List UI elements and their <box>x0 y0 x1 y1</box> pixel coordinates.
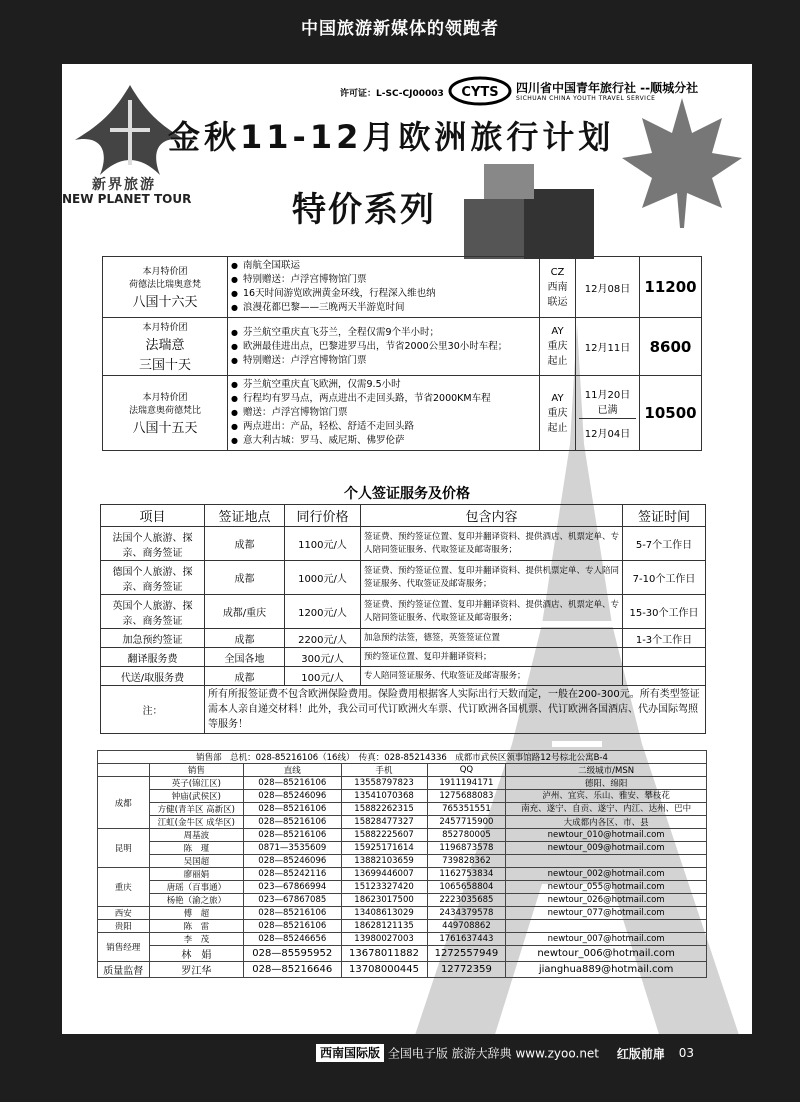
qq: 765351551 <box>427 803 506 816</box>
msn[interactable]: newtour_002@hotmail.com <box>506 868 707 881</box>
tour-points-cell <box>228 318 540 376</box>
visa-row[interactable] <box>101 527 706 561</box>
sales-name: 周基波 <box>149 829 243 842</box>
mobile: 13541070368 <box>341 790 427 803</box>
tour-name-cell <box>103 318 228 376</box>
airline-from: 重庆 <box>547 407 568 419</box>
visa-content: 签证费、预约签证位置、复印并翻译资料、提供机票定单、专人陪同签证服务、代取签证及邮寄服务； <box>361 561 623 595</box>
direct-line: 028—85242116 <box>244 868 341 881</box>
visa-price: 2200元/人 <box>285 629 361 648</box>
visa-content: 专人陪同签证服务、代取签证及邮寄服务； <box>361 667 623 686</box>
msn[interactable]: newtour_007@hotmail.com <box>506 933 707 946</box>
msn[interactable]: newtour_055@hotmail.com <box>506 881 707 894</box>
maple-leaf-illustration <box>622 98 742 228</box>
direct-line: 028—85216106 <box>244 777 341 790</box>
visa-note-text: 所有所报签证费不包含欧洲保险费用。保险费用根据客人实际出行天数而定，一般在200-300元。所有类型签证需本人亲自递交材料！此外，我公司可代订欧洲火车票、代订欧洲各国机票、代订欧洲各国酒店、代办国际驾照等服务！ <box>205 686 706 734</box>
msn[interactable]: newtour_006@hotmail.com <box>506 946 707 962</box>
qq: 1275688083 <box>427 790 506 803</box>
brand-english-name: NEW PLANET TOUR <box>62 192 192 206</box>
visa-item: 德国个人旅游、探亲、商务签证 <box>101 561 205 595</box>
visa-content: 加急预约法签，德签，英签签证位置 <box>361 629 623 648</box>
visa-price: 1000元/人 <box>285 561 361 595</box>
mobile: 15882225607 <box>341 829 427 842</box>
sales-name: 林 娟 <box>149 946 243 962</box>
region-label: 昆明 <box>98 829 150 868</box>
contact-row <box>98 829 707 842</box>
tour-table <box>102 256 702 451</box>
footer <box>316 1044 756 1064</box>
airline-from: 重庆 <box>547 341 568 352</box>
mobile: 15828477327 <box>341 816 427 829</box>
qq: 2457715900 <box>427 816 506 829</box>
tour-point: ● 南航全国联运 <box>231 259 536 273</box>
column-header: 二级城市/MSN <box>506 764 707 777</box>
tour-name: 三国十天 <box>138 358 191 373</box>
airline-type: 起止 <box>547 422 568 434</box>
sales-name: 罗江华 <box>149 962 243 978</box>
mobile: 13708000445 <box>341 962 427 978</box>
qq: 1162753834 <box>427 868 506 881</box>
visa-item: 代送/取服务费 <box>101 667 205 686</box>
visa-time: 1-3个工作日 <box>623 629 706 648</box>
tour-route: 法瑞意 <box>145 338 185 353</box>
tour-date: 12月08日 <box>576 257 640 318</box>
tour-date: 11月20日 <box>584 390 631 401</box>
direct-line: 028—85216106 <box>244 907 341 920</box>
column-header: 手机 <box>341 764 427 777</box>
airline-code: AY <box>551 326 564 337</box>
tour-tag: 本月特价团 <box>142 323 188 333</box>
column-header: 直线 <box>244 764 341 777</box>
visa-note-label: 注： <box>101 686 205 734</box>
tour-price: 8600 <box>640 318 702 376</box>
tour-point: ● 芬兰航空重庆直飞欧洲，仅需9.5小时 <box>231 378 536 392</box>
tour-point: ● 特别赠送：卢浮宫博物馆门票 <box>231 354 536 368</box>
direct-line: 023—67866994 <box>244 881 341 894</box>
column-header: 同行价格 <box>285 505 361 527</box>
msn: 南充、遂宁、自贡、遂宁、内江、达州、巴中 <box>506 803 707 816</box>
sales-name: 陈 雷 <box>149 920 243 933</box>
direct-line: 028—85216106 <box>244 829 341 842</box>
airline-type: 起止 <box>547 356 568 367</box>
direct-line: 028—85246656 <box>244 933 341 946</box>
qq: 2434379578 <box>427 907 506 920</box>
visa-note-row <box>101 686 706 734</box>
column-header: 项目 <box>101 505 205 527</box>
tour-row[interactable] <box>103 318 702 376</box>
contact-row <box>98 907 707 920</box>
visa-time <box>623 648 706 667</box>
tour-date: 12月11日 <box>576 318 640 376</box>
luggage-illustration <box>454 154 604 264</box>
airline-code: CZ <box>550 266 565 278</box>
visa-time: 5-7个工作日 <box>623 527 706 561</box>
tour-points-cell <box>228 257 540 318</box>
direct-line: 0871—3535609 <box>244 842 341 855</box>
region-label: 质量监督 <box>98 962 150 978</box>
visa-time: 7-10个工作日 <box>623 561 706 595</box>
contact-row <box>98 881 707 894</box>
sales-name: 英子(锦江区) <box>149 777 243 790</box>
visa-place: 全国各地 <box>205 648 285 667</box>
mobile: 13558797823 <box>341 777 427 790</box>
tour-airline-cell <box>540 318 576 376</box>
qq: 1272557949 <box>427 946 506 962</box>
tour-point: ● 16天时间游览欧洲黄金环线，行程深入维也纳 <box>231 287 536 301</box>
tour-row[interactable] <box>103 376 702 451</box>
tour-route: 荷德法比瑞奥意梵 <box>128 280 201 290</box>
cyts-logo-icon <box>448 76 512 106</box>
visa-content: 预约签证位置、复印并翻译资料； <box>361 648 623 667</box>
tour-name-cell <box>103 376 228 451</box>
sales-name: 傅 超 <box>149 907 243 920</box>
contact-header-row <box>98 764 707 777</box>
airline-code: AY <box>551 392 564 404</box>
visa-item: 法国个人旅游、探亲、商务签证 <box>101 527 205 561</box>
visa-row[interactable] <box>101 595 706 629</box>
tour-point: ● 浪漫花都巴黎——三晚两天半游览时间 <box>231 301 536 315</box>
mobile: 15123327420 <box>341 881 427 894</box>
visa-price: 300元/人 <box>285 648 361 667</box>
sales-name: 江虹(金牛区 成华区) <box>149 816 243 829</box>
mobile: 13408613029 <box>341 907 427 920</box>
msn[interactable]: newtour_026@hotmail.com <box>506 894 707 907</box>
contact-row <box>98 816 707 829</box>
sales-name: 唐瑶（百事通） <box>149 881 243 894</box>
qq: 1196873578 <box>427 842 506 855</box>
tour-airline-cell <box>540 376 576 451</box>
tour-tag: 本月特价团 <box>142 267 188 277</box>
section-label: 红版前扉 <box>616 1046 665 1061</box>
visa-price: 100元/人 <box>285 667 361 686</box>
visa-row[interactable] <box>101 629 706 648</box>
contact-row <box>98 842 707 855</box>
direct-line: 028—85595952 <box>244 946 341 962</box>
direct-line: 028—85216106 <box>244 920 341 933</box>
contact-row <box>98 962 707 978</box>
msn[interactable]: jianghua889@hotmail.com <box>506 962 707 978</box>
tour-name-cell <box>103 257 228 318</box>
msn: 大成都内各区、市、县 <box>506 816 707 829</box>
sales-dept-info: 销售部 总机：028-85216106（16线） 传真：028-85214336 成都市武侯区领事馆路12号棕北公寓B-4 <box>98 751 707 764</box>
direct-line: 028—85246096 <box>244 855 341 868</box>
brand-chinese-name: 新界旅游 <box>92 177 156 193</box>
visa-header-row <box>101 505 706 527</box>
visa-place: 成都 <box>205 629 285 648</box>
tour-route: 法瑞意奥荷德梵比 <box>128 406 201 416</box>
top-slogan: 中国旅游新媒体的领跑者 <box>301 19 499 39</box>
contact-row <box>98 790 707 803</box>
mobile: 15882262315 <box>341 803 427 816</box>
contact-row <box>98 920 707 933</box>
visa-content: 签证费、预约签证位置、复印并翻译资料、提供酒店、机票定单、专人陪同签证服务、代取签证及邮寄服务； <box>361 527 623 561</box>
sales-name: 杨艳（渝之旅） <box>149 894 243 907</box>
footer-text: 全国电子版 旅游大辞典 www.zyoo.net <box>387 1046 600 1061</box>
visa-time: 15-30个工作日 <box>623 595 706 629</box>
contact-row <box>98 777 707 790</box>
qq: 2223035685 <box>427 894 506 907</box>
region-label: 西安 <box>98 907 150 920</box>
tour-row[interactable] <box>103 257 702 318</box>
sales-name: 方健(青羊区 高新区) <box>149 803 243 816</box>
visa-place: 成都/重庆 <box>205 595 285 629</box>
direct-line: 023—67867085 <box>244 894 341 907</box>
tour-airline-cell <box>540 257 576 318</box>
tour-point: ● 芬兰航空重庆直飞芬兰，全程仅需9个半小时； <box>231 326 536 340</box>
license-number: 许可证：L-SC-CJ00003 <box>340 89 444 99</box>
mobile: 18623017500 <box>341 894 427 907</box>
page-number: 03 <box>678 1046 694 1060</box>
tour-point: ● 意大利古城：罗马、威尼斯、佛罗伦萨 <box>231 434 536 448</box>
qq: 1065658804 <box>427 881 506 894</box>
msn[interactable]: newtour_010@hotmail.com <box>506 829 707 842</box>
msn <box>506 920 707 933</box>
tour-price: 11200 <box>640 257 702 318</box>
tour-date: 12月04日 <box>584 429 631 440</box>
column-header: 签证时间 <box>623 505 706 527</box>
tour-point: ● 行程均有罗马点，两点进出不走回头路，节省2000KM车程 <box>231 392 536 406</box>
tour-date-cell <box>576 376 640 451</box>
mobile: 13699446007 <box>341 868 427 881</box>
contact-top-row <box>98 751 707 764</box>
region-header <box>98 764 150 777</box>
qq: 852780005 <box>427 829 506 842</box>
agency-english-name: SICHUAN CHINA YOUTH TRAVEL SERVICE <box>516 95 656 102</box>
tour-date-status: 已满 <box>579 401 636 419</box>
tour-point: ● 两点进出：产品，轻松、舒适不走回头路 <box>231 420 536 434</box>
tour-points-cell <box>228 376 540 451</box>
visa-time <box>623 667 706 686</box>
sales-name: 吴国超 <box>149 855 243 868</box>
tour-point: ● 欧洲最佳进出点，巴黎进罗马出，节省2000公里30小时车程； <box>231 340 536 354</box>
visa-item: 翻译服务费 <box>101 648 205 667</box>
msn[interactable]: newtour_077@hotmail.com <box>506 907 707 920</box>
region-label: 贵阳 <box>98 920 150 933</box>
airline-type: 联运 <box>547 296 568 308</box>
airline-from: 西南 <box>547 281 568 293</box>
mobile: 13678011882 <box>341 946 427 962</box>
visa-place: 成都 <box>205 667 285 686</box>
main-title: 金秋11-12月欧洲旅行计划 <box>168 118 615 156</box>
sub-title: 特价系列 <box>292 190 436 230</box>
sales-name: 钟庙(武侯区) <box>149 790 243 803</box>
direct-line: 028—85216106 <box>244 803 341 816</box>
tour-point: ● 赠送：卢浮宫博物馆门票 <box>231 406 536 420</box>
visa-section-title: 个人签证服务及价格 <box>344 486 470 502</box>
contact-row <box>98 855 707 868</box>
visa-row[interactable] <box>101 561 706 595</box>
visa-content: 签证费、预约签证位置、复印并翻译资料、提供酒店、机票定单、专人陪同签证服务、代取签证及邮寄服务； <box>361 595 623 629</box>
contact-row <box>98 933 707 946</box>
contact-row <box>98 803 707 816</box>
poster-sheet <box>62 64 752 1034</box>
contact-row <box>98 894 707 907</box>
mobile: 13882103659 <box>341 855 427 868</box>
region-label: 销售经理 <box>98 933 150 962</box>
direct-line: 028—85246096 <box>244 790 341 803</box>
visa-price: 1200元/人 <box>285 595 361 629</box>
tour-price: 10500 <box>640 376 702 451</box>
msn <box>506 855 707 868</box>
direct-line: 028—85216106 <box>244 816 341 829</box>
msn: 泸州、宜宾、乐山、雅安、攀枝花 <box>506 790 707 803</box>
column-header: QQ <box>427 764 506 777</box>
contact-row <box>98 868 707 881</box>
qq: 1761637443 <box>427 933 506 946</box>
region-label: 重庆 <box>98 868 150 907</box>
tour-tag: 本月特价团 <box>142 393 188 403</box>
sales-name: 李 茂 <box>149 933 243 946</box>
visa-price: 1100元/人 <box>285 527 361 561</box>
sales-name: 陈 瑾 <box>149 842 243 855</box>
visa-row[interactable] <box>101 667 706 686</box>
visa-row[interactable] <box>101 648 706 667</box>
mobile: 13980027003 <box>341 933 427 946</box>
column-header: 签证地点 <box>205 505 285 527</box>
visa-place: 成都 <box>205 527 285 561</box>
msn: 德阳、绵阳 <box>506 777 707 790</box>
visa-table <box>100 504 706 734</box>
edition-badge: 西南国际版 <box>316 1044 384 1062</box>
visa-item: 加急预约签证 <box>101 629 205 648</box>
sales-name: 廖丽娟 <box>149 868 243 881</box>
column-header: 销售 <box>149 764 243 777</box>
msn[interactable]: newtour_009@hotmail.com <box>506 842 707 855</box>
mobile: 18628121135 <box>341 920 427 933</box>
qq: 449708862 <box>427 920 506 933</box>
visa-place: 成都 <box>205 561 285 595</box>
contact-row <box>98 946 707 962</box>
region-label: 成都 <box>98 777 150 829</box>
column-header: 包含内容 <box>361 505 623 527</box>
tour-name: 八国十五天 <box>132 421 198 436</box>
contact-table <box>97 750 707 978</box>
svg-text:CYTS: CYTS <box>461 85 499 100</box>
qq: 1911194171 <box>427 777 506 790</box>
mobile: 15925171614 <box>341 842 427 855</box>
direct-line: 028—85216646 <box>244 962 341 978</box>
tour-name: 八国十六天 <box>132 295 198 310</box>
qq: 739828362 <box>427 855 506 868</box>
qq: 12772359 <box>427 962 506 978</box>
agency-name: 四川省中国青年旅行社 --顺城分社 <box>516 81 699 95</box>
tour-point: ● 特别赠送：卢浮宫博物馆门票 <box>231 273 536 287</box>
visa-item: 英国个人旅游、探亲、商务签证 <box>101 595 205 629</box>
